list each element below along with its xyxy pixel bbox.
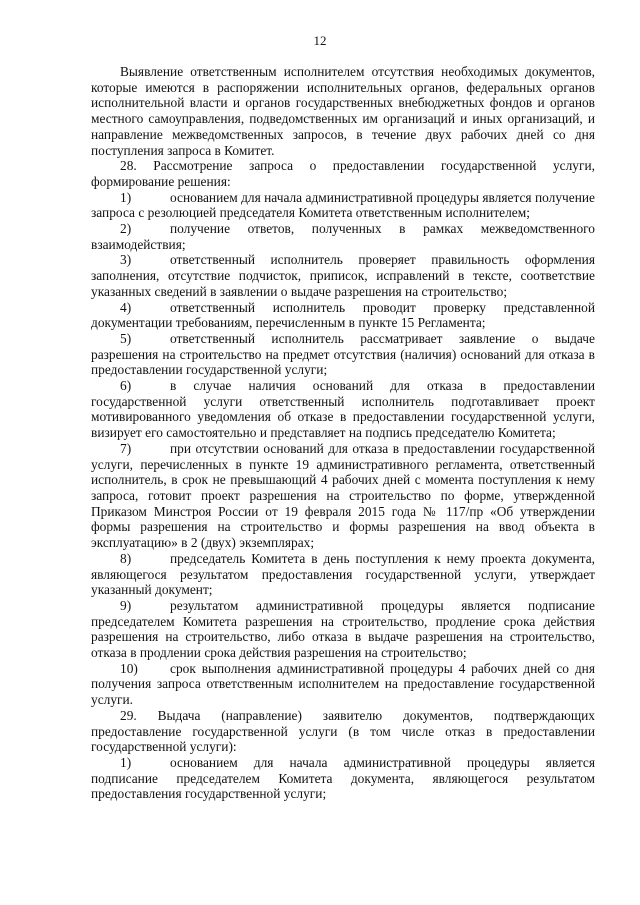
- list-item: [91, 378, 595, 441]
- list-item-number: 1): [120, 189, 132, 205]
- list-item-text: ответственный исполнитель проверяет правильность оформления заполнения, отсутствие подчисток, приписок, исправлений в тексте, соответствие указанных сведений в заявлении о выдаче разрешения на строительство;: [91, 252, 595, 299]
- list-item-text: основанием для начала административной процедуры является подписание председателем Комитета документа, являющегося результатом предоставления государственной услуги;: [91, 754, 595, 802]
- list-item-text: в случае наличия оснований для отказа в предоставлении государственной услуги ответственный исполнитель подготавливает проект мотивированного уведомления об отказе в предоставлении государственной услуги, визирует его самостоятельно и представляет на подпись председателю Комитета;: [91, 378, 595, 441]
- paragraph-intro: Выявление ответственным исполнителем отсутствия необходимых документов, которые имеются в распоряжении исполнительных органов, федеральных органов исполнительной власти и органов государственных внебюджетных фондов и органов местного самоуправления, подведомственных им организаций и иных организаций, и направление межведомственных запросов, в течение двух рабочих дней со дня поступления запроса в Комитет.: [91, 64, 595, 158]
- list-item-text: ответственный исполнитель проводит проверку представленной документации требованиям, перечисленным в пункте 15 Регламента;: [91, 299, 595, 331]
- list-item: [91, 300, 595, 331]
- list-item-text: председатель Комитета в день поступления к нему проекта документа, являющегося результатом предоставления государственной услуги, утверждает указанный документ;: [91, 550, 595, 598]
- page-number: 12: [313, 33, 327, 48]
- list-item-text: основанием для начала административной процедуры является получение запроса с резолюцией председателя Комитета ответственным исполнителем;: [91, 189, 595, 221]
- list-item-text: при отсутствии оснований для отказа в предоставлении государственной услуги, перечисленных в пункте 19 административного регламента, ответственный исполнитель, в срок не превышающий 4 рабочих дней с момента поступления к нему запроса, готовит проект разрешения на строительство по форме, утвержденной Приказом Минстроя России от 19 февраля 2015 года № 117/пр «Об утверждении формы разрешения на строительство и формы разрешения на ввод объекта в эксплуатацию» в 2 (двух) экземплярах;: [91, 440, 595, 551]
- list-item: [91, 190, 595, 221]
- list-item: [91, 661, 595, 708]
- paragraph-29-heading: 29. Выдача (направление) заявителю документов, подтверждающих предоставление государственной услуги (в том числе отказ в предоставлении государственной услуги):: [91, 707, 595, 755]
- paragraph-28-heading: 28. Рассмотрение запроса о предоставлении государственной услуги, формирование решения:: [91, 158, 595, 189]
- list-item-number: 6): [120, 378, 132, 394]
- list-item-text: результатом административной процедуры является подписание председателем Комитета разрешения на строительство, продление срока действия разрешения на строительство, либо отказа в выдаче разрешения на строительство, отказа в продлении срока действия разрешения на строительство;: [91, 597, 595, 661]
- list-item: [91, 331, 595, 378]
- list-item: [91, 755, 595, 802]
- list-item-number: 8): [120, 550, 132, 566]
- list-item-number: 5): [120, 330, 132, 346]
- list-item: [91, 221, 595, 252]
- list-item-number: 9): [120, 597, 132, 613]
- list-item-number: 2): [120, 221, 132, 237]
- list-item: [91, 252, 595, 299]
- list-item-number: 1): [120, 754, 132, 770]
- list-item-text: ответственный исполнитель рассматривает заявление о выдаче разрешения на строительство на предмет отсутствия (наличия) оснований для отказа в предоставлении государственной услуги;: [91, 330, 595, 378]
- list-item-text: получение ответов, полученных в рамках межведомственного взаимодействия;: [91, 221, 595, 252]
- list-item-number: 3): [120, 252, 132, 268]
- list-item-text: срок выполнения административной процедуры 4 рабочих дней со дня получения запроса ответственным исполнителем на предоставление государственной услуги.: [91, 660, 595, 708]
- list-item: [91, 598, 595, 661]
- list-item: [91, 551, 595, 598]
- list-item-number: 7): [120, 440, 132, 456]
- list-item-number: 4): [120, 299, 132, 315]
- list-item: [91, 441, 595, 551]
- document-body: [91, 64, 595, 802]
- list-item-number: 10): [120, 660, 138, 676]
